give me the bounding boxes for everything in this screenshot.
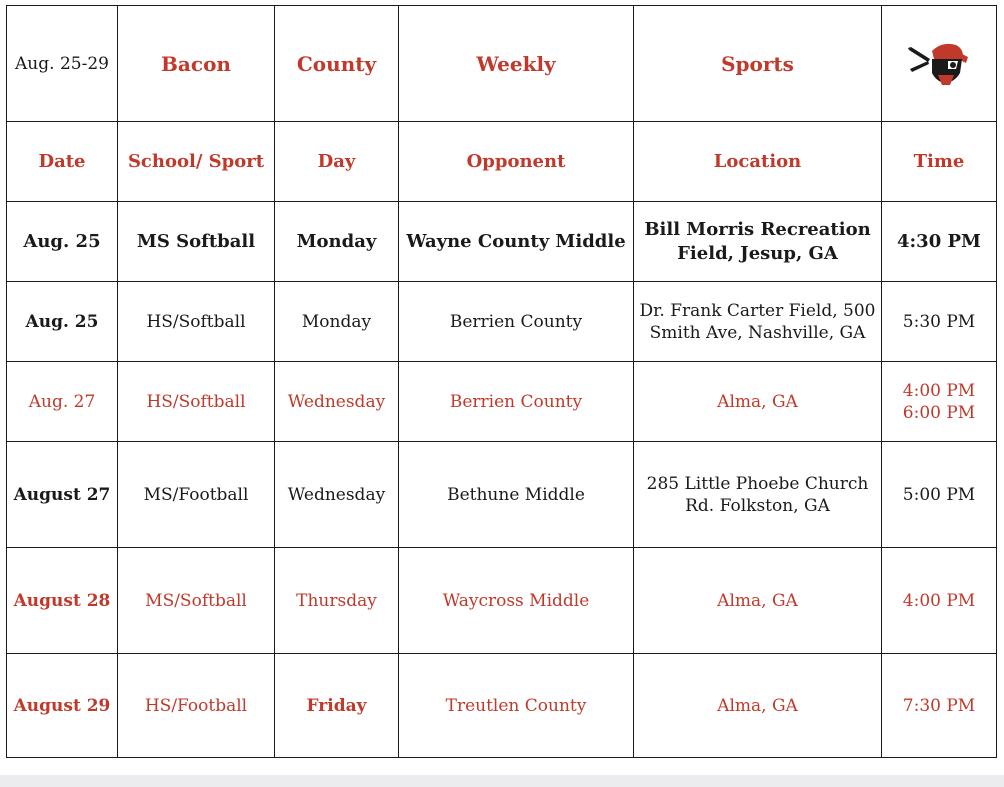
table-row	[7, 362, 997, 442]
logo-cell	[882, 6, 997, 122]
cell-opponent: Berrien County	[399, 362, 634, 442]
cell-day: Wednesday	[275, 442, 399, 548]
cell-day: Monday	[275, 282, 399, 362]
cell-day: Monday	[275, 202, 399, 282]
header-day: Day	[275, 122, 399, 202]
cell-date: Aug. 27	[7, 362, 118, 442]
cell-time-first: 4:00 PM	[902, 380, 976, 401]
table-row	[7, 548, 997, 654]
cell-sport: HS/Softball	[118, 362, 275, 442]
cell-date: August 28	[7, 548, 118, 654]
title-word-county: County	[275, 6, 399, 122]
cell-opponent: Waycross Middle	[399, 548, 634, 654]
cell-day: Thursday	[275, 548, 399, 654]
cell-time	[882, 362, 997, 442]
table-row	[7, 442, 997, 548]
cell-sport: MS/Softball	[118, 548, 275, 654]
table-row	[7, 282, 997, 362]
cell-time-second: 6:00 PM	[902, 402, 976, 423]
cell-opponent: Wayne County Middle	[399, 202, 634, 282]
pirate-mascot-icon	[908, 39, 970, 89]
cell-location: Alma, GA	[634, 362, 882, 442]
table-row	[7, 654, 997, 758]
weekly-sports-table	[6, 5, 997, 758]
cell-date: August 27	[7, 442, 118, 548]
title-word-weekly: Weekly	[399, 6, 634, 122]
cell-day: Wednesday	[275, 362, 399, 442]
cell-date: Aug. 25	[7, 202, 118, 282]
title-row	[7, 6, 997, 122]
cell-time: 5:00 PM	[882, 442, 997, 548]
header-row	[7, 122, 997, 202]
cell-location: Alma, GA	[634, 548, 882, 654]
week-range: Aug. 25-29	[7, 6, 118, 122]
cell-time: 4:30 PM	[882, 202, 997, 282]
cell-opponent: Bethune Middle	[399, 442, 634, 548]
cell-location: Dr. Frank Carter Field, 500 Smith Ave, Nashville, GA	[634, 282, 882, 362]
cell-time: 7:30 PM	[882, 654, 997, 758]
cell-time: 5:30 PM	[882, 282, 997, 362]
cell-sport: MS/Football	[118, 442, 275, 548]
cell-day: Friday	[275, 654, 399, 758]
title-word-sports: Sports	[634, 6, 882, 122]
table-row	[7, 202, 997, 282]
cell-location: Alma, GA	[634, 654, 882, 758]
title-word-bacon: Bacon	[118, 6, 275, 122]
cell-date: August 29	[7, 654, 118, 758]
cell-sport: HS/Football	[118, 654, 275, 758]
header-sport: School/ Sport	[118, 122, 275, 202]
cell-location: 285 Little Phoebe Church Rd. Folkston, GA	[634, 442, 882, 548]
footer-bar	[0, 775, 1004, 787]
cell-location: Bill Morris Recreation Field, Jesup, GA	[634, 202, 882, 282]
cell-opponent: Treutlen County	[399, 654, 634, 758]
cell-sport: MS Softball	[118, 202, 275, 282]
header-opponent: Opponent	[399, 122, 634, 202]
cell-date: Aug. 25	[7, 282, 118, 362]
cell-opponent: Berrien County	[399, 282, 634, 362]
header-time: Time	[882, 122, 997, 202]
header-date: Date	[7, 122, 118, 202]
header-location: Location	[634, 122, 882, 202]
cell-sport: HS/Softball	[118, 282, 275, 362]
cell-time: 4:00 PM	[882, 548, 997, 654]
